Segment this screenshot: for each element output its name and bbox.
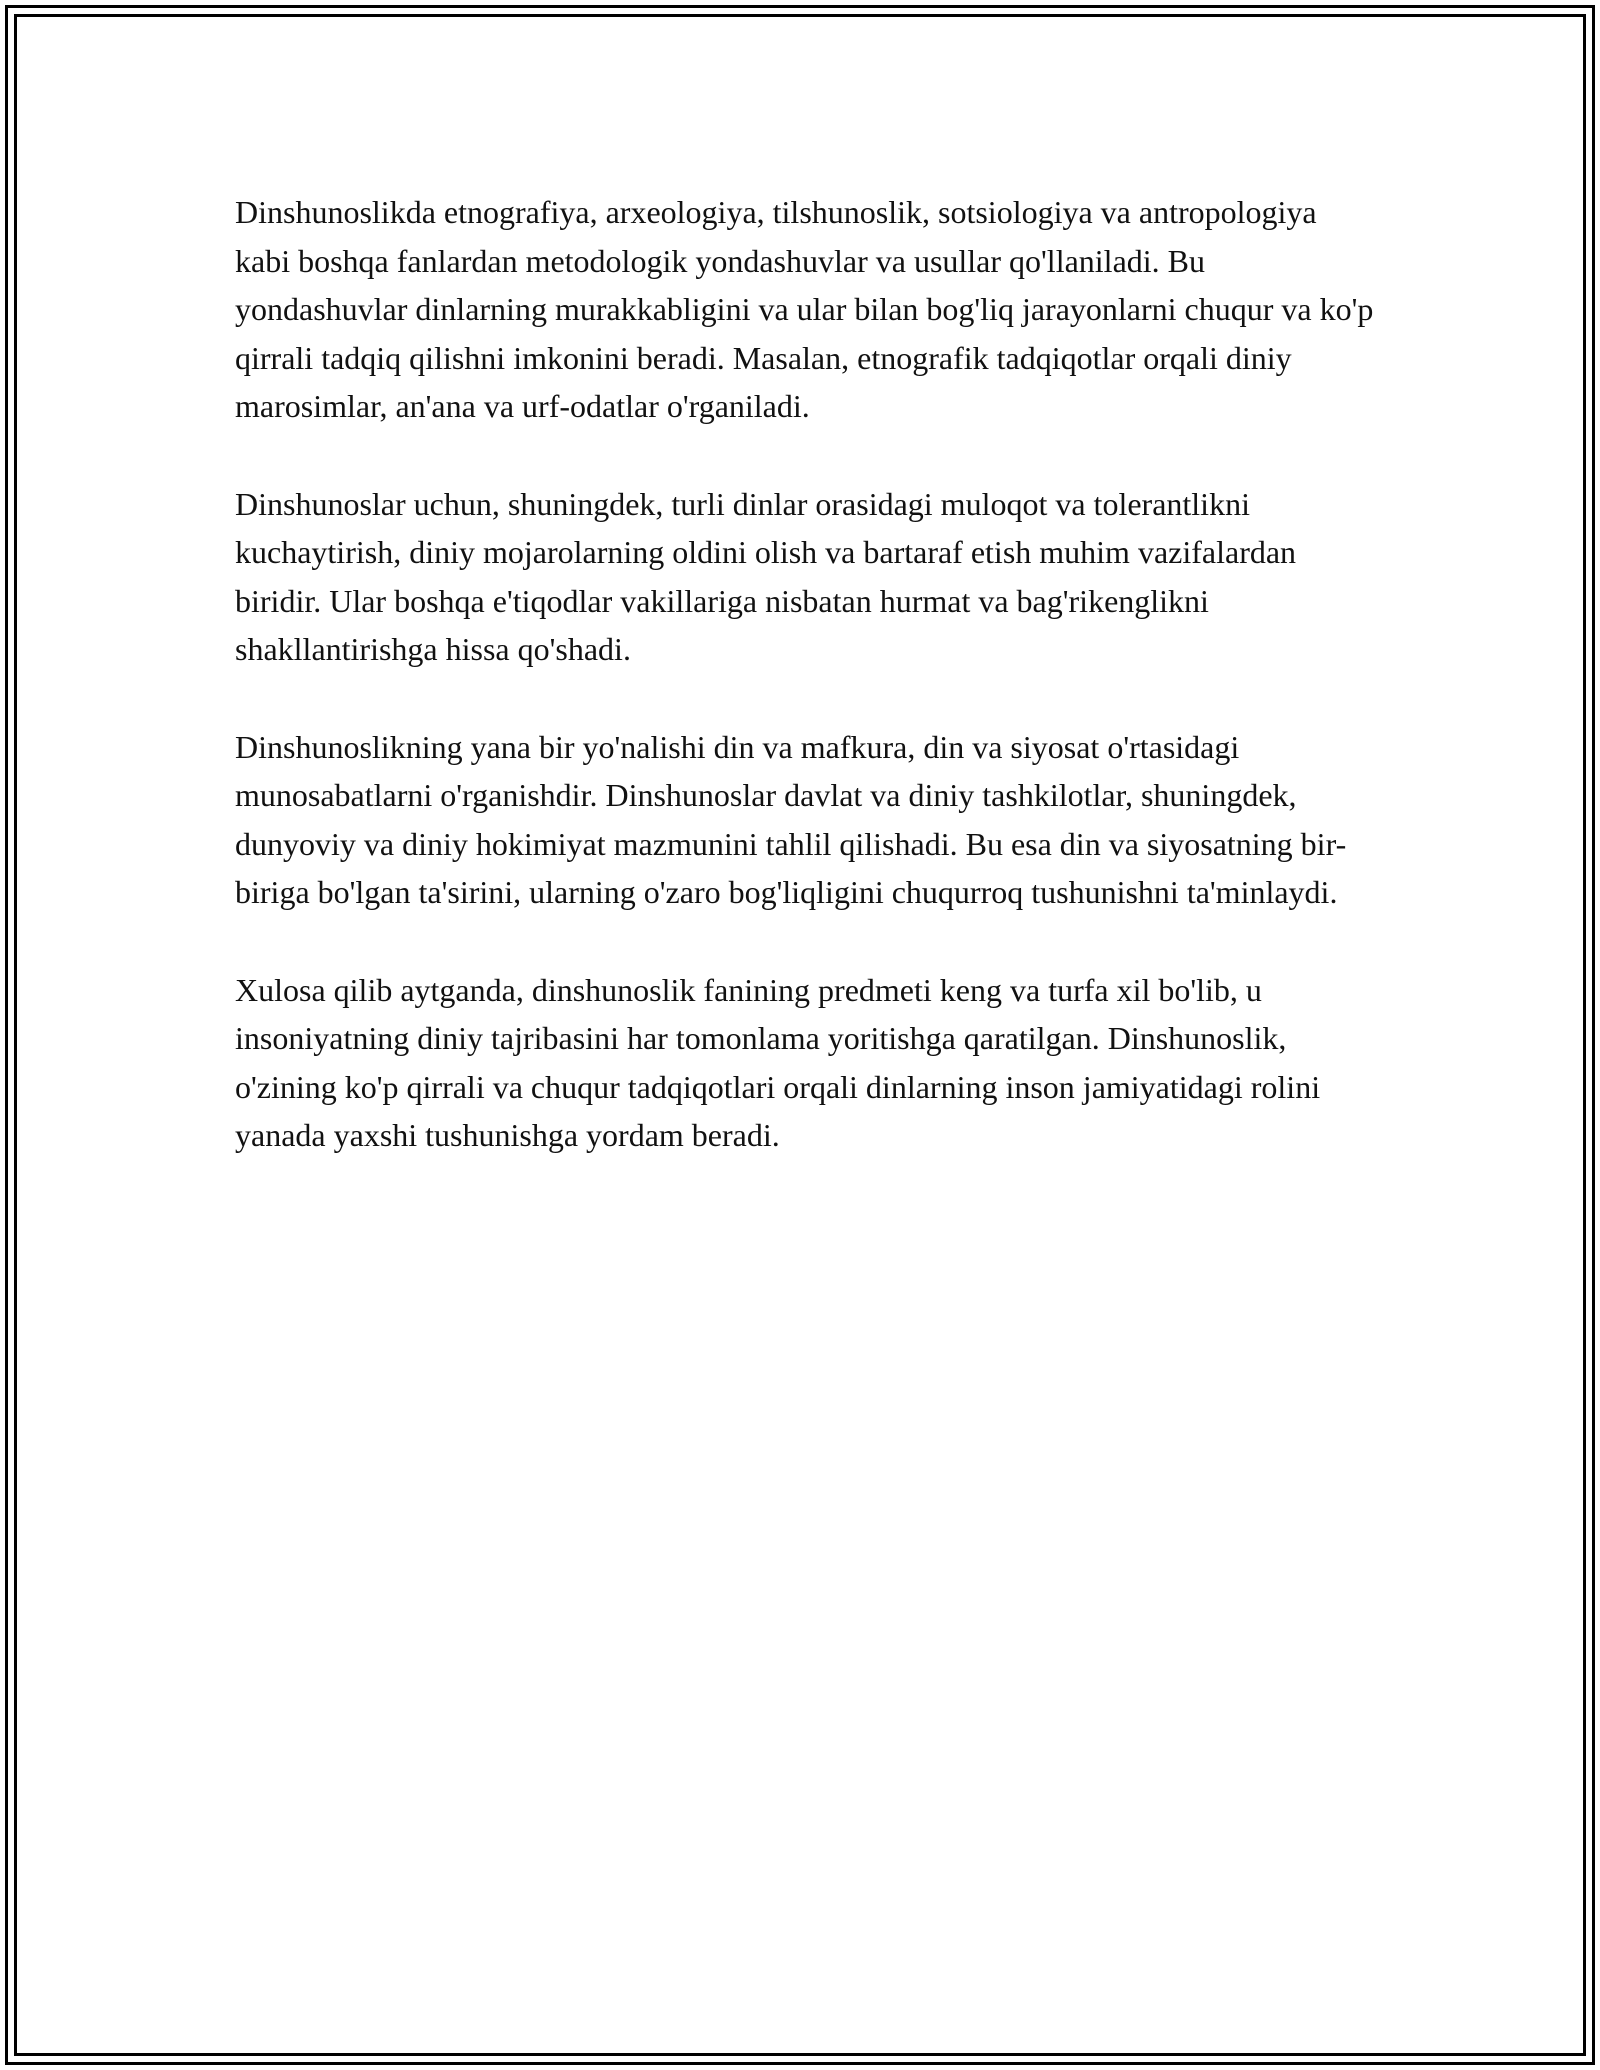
paragraph-methodology: Dinshunoslikda etnografiya, arxeologiya, tilshunoslik, sotsiologiya va antropologiya kabi boshqa fanlardan metodologik yondashuvlar va usullar qo'llaniladi. Bu yondashuvlar dinlarning murakkabligini va ular bilan bog'liq jarayonlarni chuqur va ko'p qirrali tadqiq qilishni imkonini beradi. Masalan, etnografik tadqiqotlar orqali diniy marosimlar, an'ana va urf-odatlar o'rganiladi. [235, 194, 1374, 424]
paragraph-religion-politics: Dinshunoslikning yana bir yo'nalishi din va mafkura, din va siyosat o'rtasidagi munosabatlarni o'rganishdir. Dinshunoslar davlat va diniy tashkilotlar, shuningdek, dunyoviy va diniy hokimiyat mazmunini tahlil qilishadi. Bu esa din va siyosatning bir-biriga bo'lgan ta'sirini, ularning o'zaro bog'liqligini chuqurroq tushunishni ta'minlaydi. [235, 728, 1347, 910]
paragraph-tolerance: Dinshunoslar uchun, shuningdek, turli dinlar orasidagi muloqot va tolerantlikni kuchaytirish, diniy mojarolarning oldini olish va bartaraf etish muhim vazifalardan biridir. Ular boshqa e'tiqodlar vakillariga nisbatan hurmat va bag'rikenglikni shakllantirishga hissa qo'shadi. [235, 485, 1297, 667]
paragraph-conclusion: Xulosa qilib aytganda, dinshunoslik fanining predmeti keng va turfa xil bo'lib, u insoniyatning diniy tajribasini har tomonlama yoritishga qaratilgan. Dinshunoslik, o'zining ko'p qirrali va chuqur tadqiqotlari orqali dinlarning inson jamiyatidagi rolini yanada yaxshi tushunishga yordam beradi. [235, 971, 1321, 1153]
document-body [235, 188, 1375, 1209]
